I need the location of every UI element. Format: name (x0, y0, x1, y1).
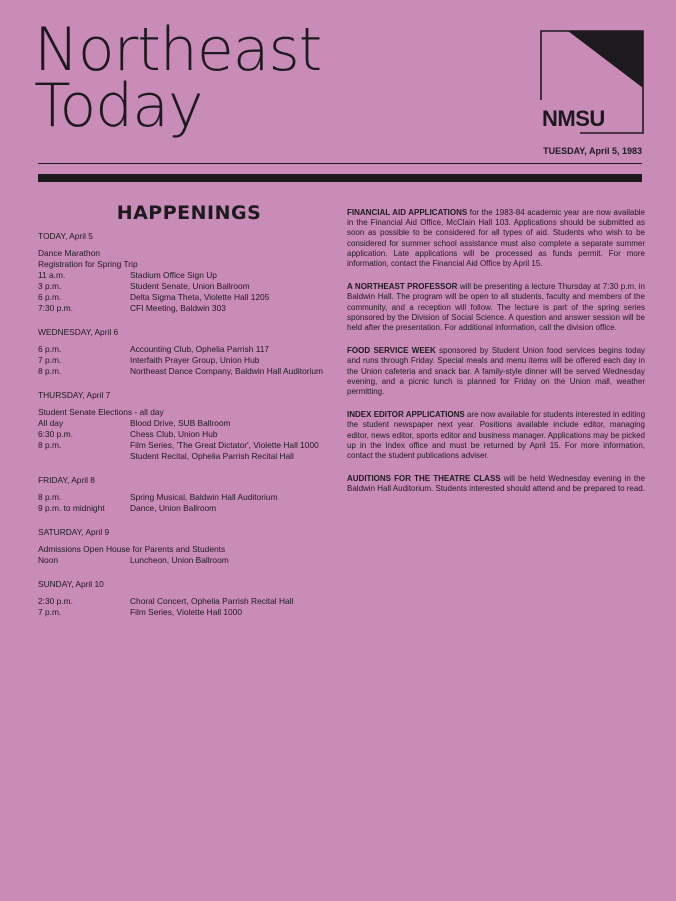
event-time: 7:30 p.m. (38, 303, 73, 313)
event-row (38, 596, 334, 607)
nmsu-logo (540, 30, 644, 134)
event-description: Northeast Dance Company, Baldwin Hall Auditorium (130, 366, 324, 376)
announcement-body: will be held Wednesday evening in the Baldwin Hall Auditorium. Students interested should attend and be prepared to read. (347, 474, 645, 494)
masthead-title-line2: Today (34, 71, 203, 141)
announcement (347, 208, 645, 269)
event-row (38, 355, 334, 366)
event-description: Spring Musical, Baldwin Hall Auditorium (130, 492, 278, 502)
event-row (38, 418, 334, 429)
event-row (38, 503, 334, 514)
event-description: Delta Sigma Theta, Violette Hall 1205 (130, 292, 270, 302)
calendar-day-note: Registration for Spring Trip (38, 259, 138, 269)
announcement (347, 474, 645, 494)
happenings-calendar (38, 231, 334, 618)
event-description: Stadium Office Sign Up (130, 270, 217, 280)
event-row (38, 492, 334, 503)
announcement-title: FOOD SERVICE WEEK (347, 346, 436, 356)
event-description: Student Senate, Union Ballroom (130, 281, 250, 291)
announcement-title: A NORTHEAST PROFESSOR (347, 282, 458, 292)
announcement-body: are now available for students interested in editing the student newspaper next year. Positions available include editor, managing editor, news editor, sports editor and business manager. Applications may be picked up in the Index office and must be returned by April 15. For more information, contact the student publications adviser. (347, 410, 646, 461)
event-description: Blood Drive, SUB Ballroom (130, 418, 231, 428)
announcements-column (347, 208, 645, 508)
announcement (347, 346, 645, 397)
event-time: 2:30 p.m. (38, 596, 73, 606)
event-row (38, 440, 334, 451)
calendar-day: WEDNESDAY, April 6 (38, 327, 119, 337)
event-time: All day (38, 418, 64, 428)
masthead-rule-thin (38, 163, 642, 164)
event-row (38, 607, 334, 618)
event-row (38, 303, 334, 314)
event-time (38, 451, 130, 462)
calendar-day: TODAY, April 5 (38, 231, 93, 241)
calendar-day: FRIDAY, April 8 (38, 475, 95, 485)
calendar-day: SUNDAY, April 10 (38, 579, 104, 589)
event-description: Student Recital, Ophelia Parrish Recital Hall (130, 451, 294, 461)
event-time: 6:30 p.m. (38, 429, 73, 439)
calendar-day-note: Dance Marathon (38, 248, 100, 258)
event-description: Accounting Club, Ophelia Parrish 117 (130, 344, 270, 354)
event-description: CFI Meeting, Baldwin 303 (130, 303, 226, 313)
event-time: 9 p.m. to midnight (38, 503, 105, 513)
event-time: 7 p.m. (38, 607, 62, 617)
happenings-heading: HAPPENINGS (116, 202, 262, 224)
announcement-body: sponsored by Student Union food services begins today and runs through Friday. Special meals and menu items will be offered each day in the Union cafeteria and snack bar. A family-style dinner will be served Wednesday evening, and a picnic lunch is planned for Friday on the Union mall, weather permitting. (347, 346, 646, 397)
calendar-day-note: Student Senate Elections - all day (38, 407, 164, 417)
event-row (38, 555, 334, 566)
event-description: Interfaith Prayer Group, Union Hub (130, 355, 260, 365)
event-row (38, 281, 334, 292)
masthead-title-line1: Northeast (34, 15, 322, 85)
happenings-column (38, 202, 334, 618)
event-row (38, 292, 334, 303)
event-row (38, 344, 334, 355)
logo-text: NMSU (542, 106, 605, 131)
announcement (347, 282, 645, 333)
event-description: Chess Club, Union Hub (130, 429, 218, 439)
issue-date: TUESDAY, April 5, 1983 (543, 146, 642, 156)
announcement-title: FINANCIAL AID APPLICATIONS (347, 208, 468, 217)
event-description: Luncheon, Union Ballroom (130, 555, 229, 565)
event-row (38, 451, 334, 462)
event-row (38, 429, 334, 440)
event-description: Film Series, Violette Hall 1000 (130, 607, 243, 617)
masthead-title (34, 15, 322, 141)
event-description: Film Series, 'The Great Dictator', Violette Hall 1000 (130, 440, 319, 450)
announcement-body: will be presenting a lecture Thursday at 7:30 p.m. in Baldwin Hall. The program will be open to all students, faculty and members of the community, and a reception will follow. The lecture is part of the spring series sponsored by the Division of Social Science. A question and answer session will be held after the presentation. For additional information, call the division office. (347, 282, 645, 333)
event-time: Noon (38, 555, 59, 565)
event-time: 6 p.m. (38, 344, 62, 354)
calendar-day-note: Admissions Open House for Parents and Students (38, 544, 226, 554)
event-time: 8 p.m. (38, 440, 62, 450)
event-description: Dance, Union Ballroom (130, 503, 217, 513)
event-time: 11 a.m. (38, 270, 66, 280)
event-row (38, 270, 334, 281)
event-time: 8 p.m. (38, 366, 62, 376)
event-time: 7 p.m. (38, 355, 62, 365)
event-time: 8 p.m. (38, 492, 62, 502)
announcement-title: AUDITIONS FOR THE THEATRE CLASS (347, 474, 501, 484)
announcement-body: for the 1983-84 academic year are now available in the Financial Aid Office, McClain Hall 103. Applications should be submitted as soon as possible to be considered for all types of aid. Students who wish to be considered for summer school assistance must also complete a separate summer application. Late applications will be processed as funds permit. For more information, contact the Financial Aid Office by April 15. (347, 208, 645, 269)
masthead-rule-thick (38, 174, 642, 182)
announcement-title: INDEX EDITOR APPLICATIONS (347, 410, 465, 420)
event-time: 6 p.m. (38, 292, 62, 302)
calendar-day: THURSDAY, April 7 (38, 390, 111, 400)
event-row (38, 366, 334, 377)
event-time: 3 p.m. (38, 281, 62, 291)
event-description: Choral Concert, Ophelia Parrish Recital Hall (130, 596, 294, 606)
calendar-day: SATURDAY, April 9 (38, 527, 110, 537)
announcement (347, 410, 645, 461)
